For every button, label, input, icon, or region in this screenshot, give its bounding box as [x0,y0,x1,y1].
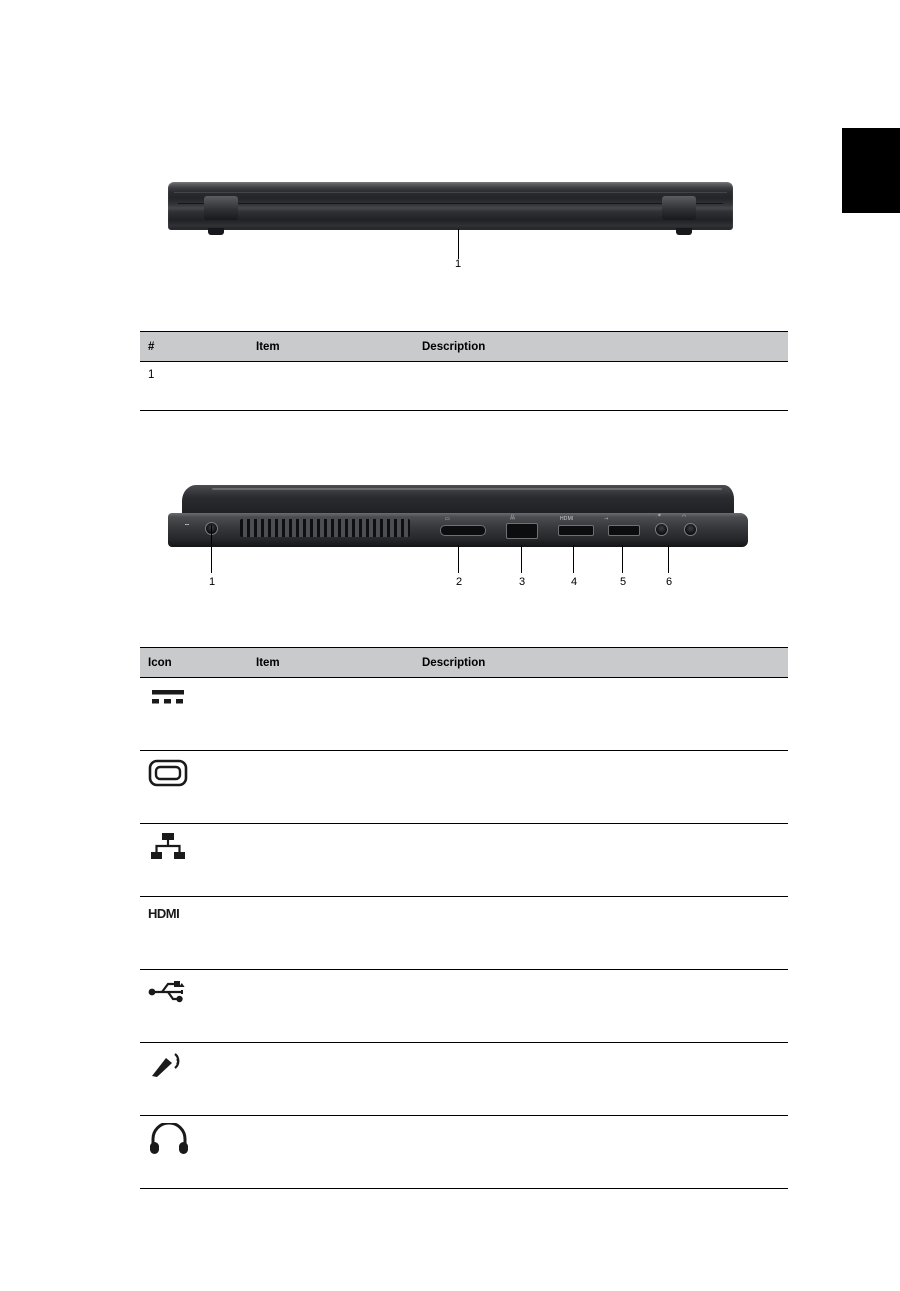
cell-item [248,751,414,824]
cell-description [414,1116,788,1189]
hdmi-port-label: HDMI [560,516,574,522]
cell-description [414,824,788,897]
table-row [140,824,788,897]
cell-icon [140,1043,248,1116]
table-header-row [140,332,788,362]
rear-ports-table [140,331,788,411]
header-item: Item [248,332,414,362]
rear-view-figure [168,182,733,237]
table-row [140,751,788,824]
laptop-rear-body [168,182,733,230]
cell-description [414,678,788,751]
dc-in-icon [148,685,240,711]
cell-description [414,970,788,1043]
left-callout-number-6: 6 [665,576,673,588]
cell-item [248,362,414,411]
left-ports-table [140,647,788,1189]
cell-item [248,970,414,1043]
ethernet-port [506,523,538,539]
left-callout-number-5: 5 [619,576,627,588]
table-row [140,970,788,1043]
table-header-row [140,648,788,678]
microphone-jack-port [655,523,668,536]
left-callout-number-2: 2 [455,576,463,588]
microphone-port-label: 🎤 [655,514,662,520]
microphone-icon [148,1050,240,1080]
left-callout-number-3: 3 [518,576,526,588]
usb-port-label: ⇢ [604,516,609,522]
table-row [140,1116,788,1189]
left-callout-leader-6 [668,545,669,573]
header-icon: Icon [140,648,248,678]
cell-description [414,897,788,970]
left-callout-leader-3 [521,545,522,573]
cell-icon [140,1116,248,1189]
rear-callout-number-1: 1 [454,258,462,270]
lid-seam-bottom [178,203,723,204]
left-callout-number-4: 4 [570,576,578,588]
rear-callout-leader-1 [458,229,459,259]
ethernet-icon [148,831,240,861]
cell-number: 1 [140,362,248,411]
lid-highlight [212,488,722,490]
cell-icon [140,678,248,751]
headphone-port-label: ◠ [682,514,687,520]
usb-icon [148,977,240,1005]
table-row [140,897,788,970]
cell-item [248,897,414,970]
cell-item [248,678,414,751]
header-number: # [140,332,248,362]
table-row [140,678,788,751]
hdmi-icon [148,904,240,922]
headphones-icon [148,1123,240,1155]
external-display-port-label: ▭ [445,516,450,522]
left-callout-leader-4 [573,545,574,573]
hinge-left [204,196,238,220]
cell-item [248,824,414,897]
cell-item [248,1116,414,1189]
table-row [140,1043,788,1116]
usb-port [608,525,640,536]
cell-description [414,751,788,824]
cell-icon [140,897,248,970]
svg-text:HDMI: HDMI [148,906,180,921]
foot-left [208,228,224,235]
header-description: Description [414,648,788,678]
header-description: Description [414,332,788,362]
headphone-jack-port [684,523,697,536]
cell-icon [140,970,248,1043]
left-callout-leader-5 [622,545,623,573]
external-display-port [440,525,486,536]
left-callout-leader-2 [458,545,459,573]
cell-icon [140,751,248,824]
foot-right [676,228,692,235]
laptop-lid-profile [182,485,734,515]
lid-seam-top [174,192,727,193]
table-row [140,362,788,411]
ethernet-port-label: 品 [510,515,516,521]
cell-icon [140,824,248,897]
cell-description [414,362,788,411]
left-callout-leader-1 [211,525,212,573]
cell-description [414,1043,788,1116]
hdmi-port [558,525,594,536]
header-item: Item [248,648,414,678]
hinge-right [662,196,696,220]
dc-in-port-label: ⎓ [185,522,190,528]
display-icon [148,758,240,788]
cell-item [248,1043,414,1116]
ventilation-grille [240,519,410,537]
page-edge-tab [842,128,900,213]
left-callout-number-1: 1 [208,576,216,588]
